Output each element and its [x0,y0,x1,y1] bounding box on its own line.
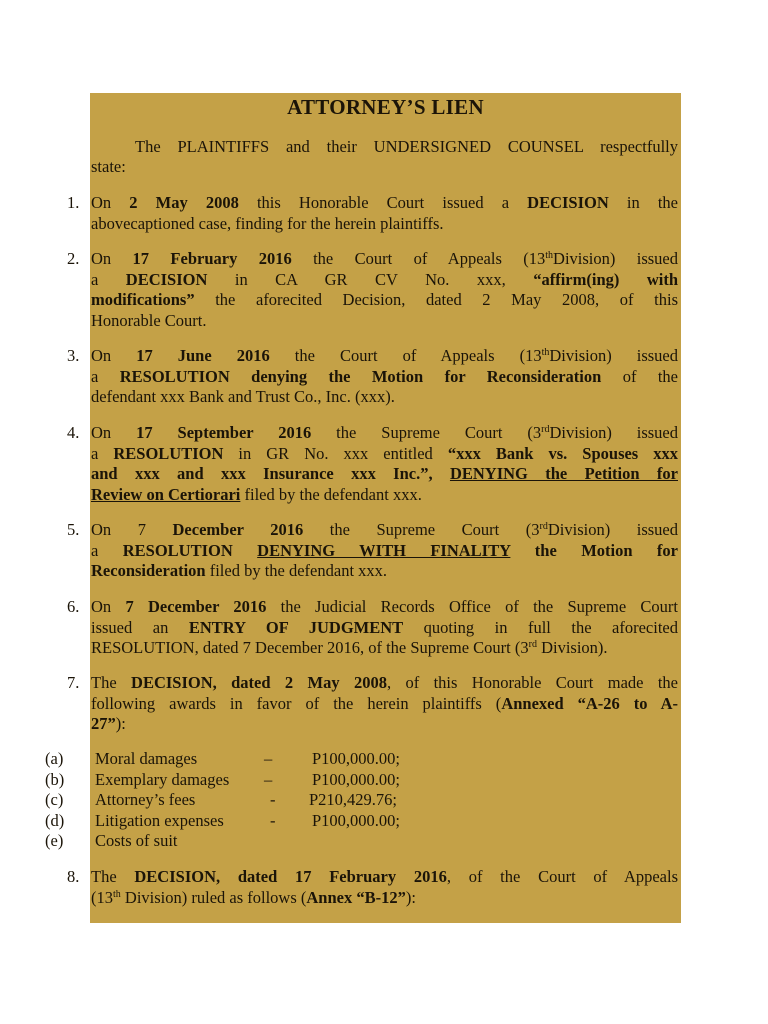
paragraph-line: On 2 May 2008 this Honorable Court issued a DECISION in the [91,193,679,212]
paragraph-number: 6. [67,597,80,616]
award-label: (b) [45,769,65,789]
award-amount: P100,000.00; [312,810,401,830]
paragraph-line: The DECISION, dated 17 February 2016, of the Court of Appeals [91,867,679,886]
paragraph-line: a RESOLUTION in GR No. xxx entitled “xxx Bank vs. Spouses xxx [91,443,679,463]
intro-line-2: state: [91,157,126,176]
award-label: (a) [45,749,64,768]
paragraph-number: 5. [67,520,80,539]
paragraph-number: 2. [67,249,80,268]
paragraph-line: Reconsideration filed by the defendant xxx. [91,561,388,581]
paragraph-line: and xxx and xxx Insurance xxx Inc.”, DENYING the Petition for [91,464,678,484]
paragraph-line: RESOLUTION, dated 7 December 2016, of the Supreme Court (3rd Division). [91,638,608,658]
paragraph-line: a RESOLUTION denying the Motion for Reconsideration of the [91,366,678,386]
paragraph-line: following awards in favor of the herein plaintiffs (Annexed “A-26 to A- [91,693,679,713]
award-name: Costs of suit [95,831,178,851]
paragraph-line: a DECISION in CA GR CV No. xxx, “affirm(ing) with [91,269,678,289]
paragraph-line: a RESOLUTION DENYING WITH FINALITY the Motion for [91,540,678,560]
paragraph-line: On 17 September 2016 the Supreme Court (3rdDivision) issued [91,423,679,442]
award-amount: P100,000.00; [312,749,401,768]
award-amount: P210,429.76; [309,790,398,810]
paragraph-line: Review on Certiorari filed by the defendant xxx. [91,484,422,504]
award-amount: P100,000.00; [312,769,401,789]
paragraph-line: abovecaptioned case, finding for the herein plaintiffs. [91,213,444,233]
award-separator: - [270,790,276,810]
paragraph-number: 1. [67,193,80,212]
paragraph-line: On 7 December 2016 the Judicial Records Office of the Supreme Court [91,597,679,616]
paragraph-number: 8. [67,867,80,886]
award-separator: – [264,749,273,768]
paragraph-line: On 17 June 2016 the Court of Appeals (13thDivision) issued [91,346,679,365]
award-name: Litigation expenses [95,810,224,830]
award-label: (e) [45,831,64,851]
paragraph-line: On 7 December 2016 the Supreme Court (3rdDivision) issued [91,520,679,539]
award-label: (d) [45,810,65,830]
paragraph-number: 7. [67,673,80,692]
paragraph-line: Honorable Court. [91,310,207,330]
paragraph-line: defendant xxx Bank and Trust Co., Inc. (xxx). [91,387,395,407]
paragraph-line: The DECISION, dated 2 May 2008, of this Honorable Court made the [91,673,679,692]
award-name: Moral damages [95,749,198,768]
paragraph-number: 3. [67,346,80,365]
paragraph-line: On 17 February 2016 the Court of Appeals (13thDivision) issued [91,249,678,268]
award-separator: – [264,769,273,789]
paragraph-line: modifications” the aforecited Decision, dated 2 May 2008, of this [91,290,678,310]
document-title: ATTORNEY’S LIEN [287,95,484,119]
intro-line-1: The PLAINTIFFS and their UNDERSIGNED COUNSEL respectfully [135,137,678,156]
paragraph-line: issued an ENTRY OF JUDGMENT quoting in full the aforecited [91,617,678,637]
award-name: Attorney’s fees [95,790,196,810]
award-name: Exemplary damages [95,769,230,789]
award-label: (c) [45,790,64,810]
paragraph-number: 4. [67,423,80,442]
award-separator: - [270,810,276,830]
paragraph-line: 27”): [91,714,126,734]
paragraph-line: (13th Division) ruled as follows (Annex “B-12”): [91,887,416,907]
